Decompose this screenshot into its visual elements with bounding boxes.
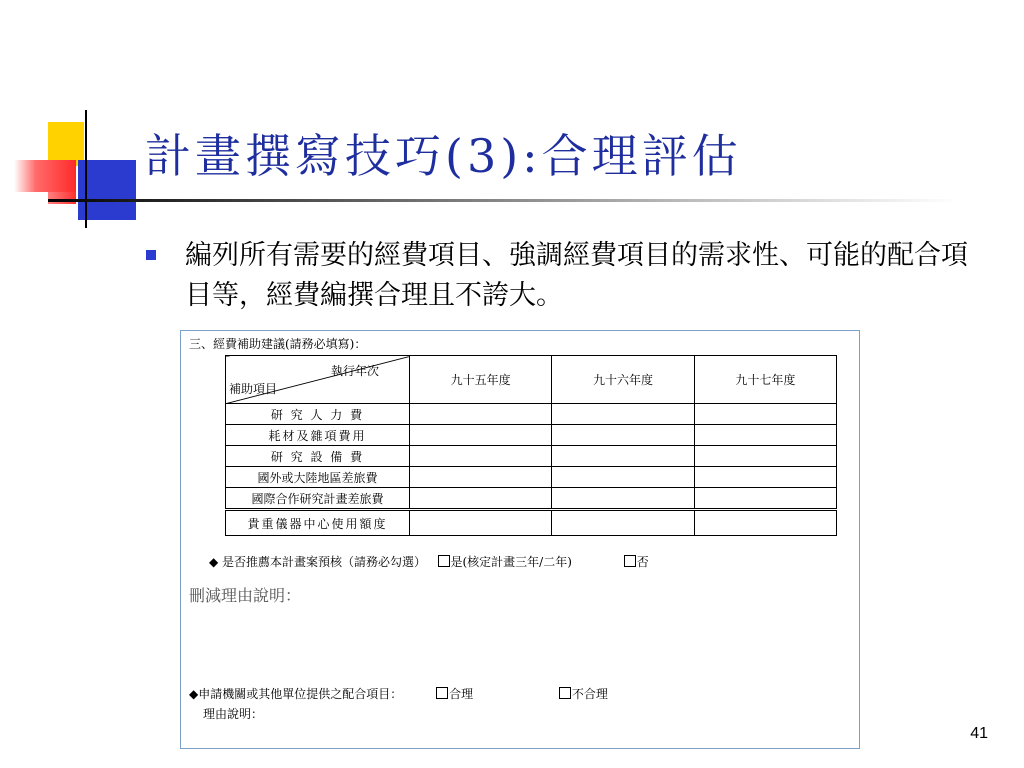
table-row <box>226 404 837 425</box>
budget-cell <box>410 446 552 467</box>
bullet-marker <box>146 250 156 260</box>
table-row <box>226 510 837 536</box>
match-question: ◆申請機關或其他單位提供之配合項目： <box>189 687 403 701</box>
budget-cell <box>552 446 694 467</box>
diagonal-header-cell <box>226 356 410 404</box>
form-section-title: 三、經費補助建議(請務必填寫)： <box>189 337 367 351</box>
deletion-reason-label: 刪減理由說明： <box>189 586 302 605</box>
recommend-no-label: 否 <box>636 555 649 569</box>
header-top-label: 執行年次 <box>330 364 379 378</box>
budget-form-image <box>180 330 860 749</box>
table-row <box>226 488 837 510</box>
budget-cell <box>410 425 552 446</box>
budget-cell <box>552 404 694 425</box>
item-label: 貴重儀器中心使用額度 <box>226 510 410 536</box>
title-underline <box>48 199 958 202</box>
budget-cell <box>410 467 552 488</box>
budget-cell <box>694 425 836 446</box>
match-yes-label: 合理 <box>449 687 474 701</box>
year-header: 九十七年度 <box>694 356 836 404</box>
reason-label: 理由說明： <box>203 707 264 721</box>
recommend-row <box>209 553 649 570</box>
budget-cell <box>552 425 694 446</box>
slide-title: 計畫撰寫技巧(3):合理評估 <box>145 129 742 183</box>
checkbox-icon <box>438 555 450 567</box>
decor-vertical-line <box>85 110 87 228</box>
item-label: 研 究 設 備 費 <box>226 446 410 467</box>
year-header: 九十五年度 <box>410 356 552 404</box>
budget-cell <box>694 488 836 510</box>
recommend-question: ◆ 是否推薦本計畫案預核（請務必勾選） <box>209 555 427 569</box>
checkbox-icon <box>436 687 448 699</box>
item-label: 國外或大陸地區差旅費 <box>226 467 410 488</box>
checkbox-icon <box>559 687 571 699</box>
match-row <box>189 685 608 702</box>
decor-red-bar <box>14 160 76 192</box>
table-row <box>226 446 837 467</box>
recommend-yes-label: 是(核定計畫三年/二年) <box>450 555 572 569</box>
item-label: 國際合作研究計畫差旅費 <box>226 488 410 510</box>
budget-cell <box>410 488 552 510</box>
budget-table <box>225 355 837 536</box>
table-header-row <box>226 356 837 404</box>
item-label: 研 究 人 力 費 <box>226 404 410 425</box>
budget-cell <box>410 404 552 425</box>
bullet-text: 編列所有需要的經費項目、強調經費項目的需求性、可能的配合項目等，經費編撰合理且不誇大。 <box>185 240 968 311</box>
decor-red-bar-small <box>48 192 76 204</box>
match-no-label: 不合理 <box>571 687 608 701</box>
page-number: 41 <box>970 725 988 742</box>
budget-cell <box>552 510 694 536</box>
table-row <box>226 425 837 446</box>
budget-cell <box>552 467 694 488</box>
budget-cell <box>410 510 552 536</box>
year-header: 九十六年度 <box>552 356 694 404</box>
checkbox-icon <box>624 555 636 567</box>
header-bottom-label: 補助項目 <box>229 382 278 396</box>
budget-cell <box>694 404 836 425</box>
item-label: 耗材及雜項費用 <box>226 425 410 446</box>
budget-cell <box>694 467 836 488</box>
table-row <box>226 467 837 488</box>
budget-cell <box>694 510 836 536</box>
budget-cell <box>552 488 694 510</box>
budget-cell <box>694 446 836 467</box>
